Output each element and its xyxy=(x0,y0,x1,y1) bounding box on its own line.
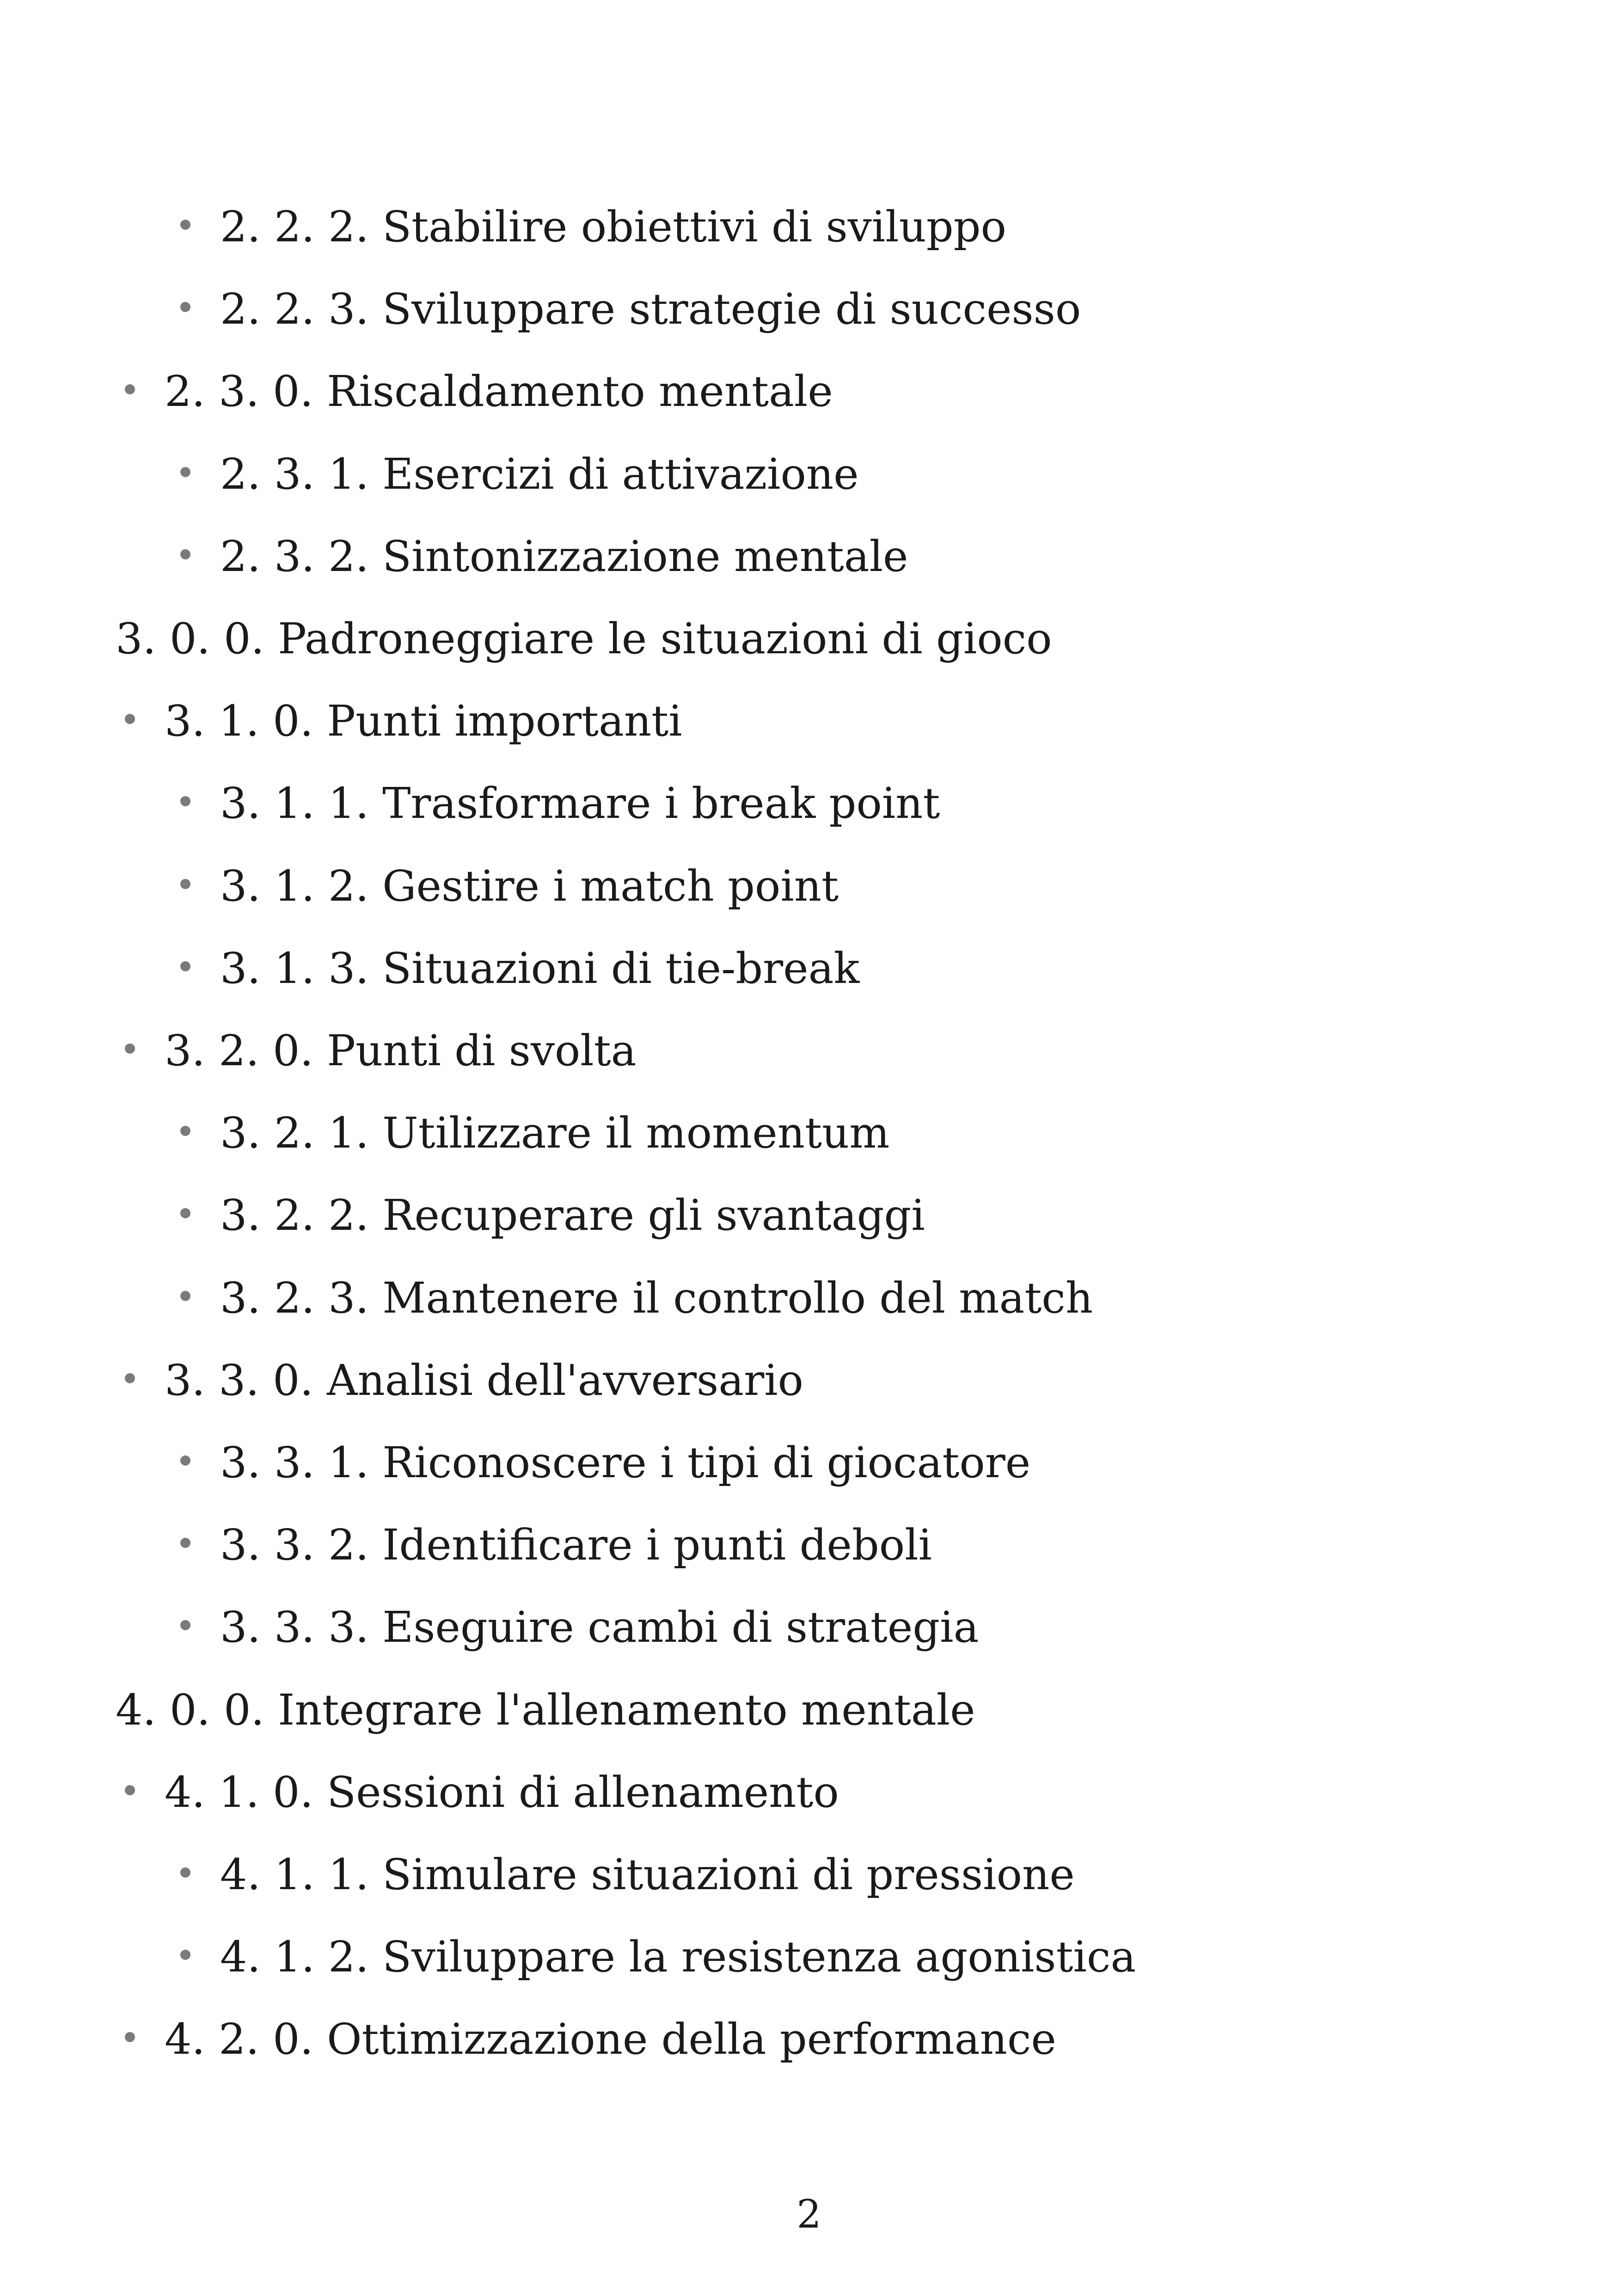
toc-entry xyxy=(125,1356,803,1405)
bullet-icon xyxy=(180,1950,190,1960)
toc-entry-label: 3. 2. 1. Utilizzare il momentum xyxy=(220,1108,890,1158)
toc-entry-label: 4. 2. 0. Ottimizzazione della performance xyxy=(165,2014,1056,2064)
toc-entry xyxy=(125,696,682,746)
toc-entry xyxy=(116,1685,975,1735)
toc-entry xyxy=(180,861,839,911)
toc-entry xyxy=(180,1108,890,1158)
bullet-icon xyxy=(125,1044,135,1054)
bullet-icon xyxy=(180,1867,190,1878)
bullet-icon xyxy=(125,2032,135,2042)
toc-entry-label: 2. 2. 2. Stabilire obiettivi di sviluppo xyxy=(220,202,1006,252)
bullet-icon xyxy=(180,1208,190,1218)
toc-entry xyxy=(180,449,859,499)
bullet-icon xyxy=(180,961,190,971)
toc-entry-label: 3. 3. 0. Analisi dell'avversario xyxy=(165,1356,803,1405)
toc-entry-label: 3. 3. 1. Riconoscere i tipi di giocatore xyxy=(220,1438,1031,1487)
toc-entry-label: 3. 1. 1. Trasformare i break point xyxy=(220,779,940,828)
toc-entry xyxy=(125,2014,1056,2064)
bullet-icon xyxy=(180,220,190,230)
bullet-icon xyxy=(180,549,190,559)
toc-entry-label: 3. 2. 0. Punti di svolta xyxy=(165,1026,637,1075)
toc-entry-label: 3. 0. 0. Padroneggiare le situazioni di gioco xyxy=(116,614,1052,663)
toc-entry-label: 2. 3. 2. Sintonizzazione mentale xyxy=(220,532,908,581)
toc-entry xyxy=(116,614,1052,663)
toc-entry xyxy=(125,1026,637,1075)
toc-entry-label: 2. 2. 3. Sviluppare strategie di successo xyxy=(220,284,1081,334)
toc-entry xyxy=(125,367,833,416)
toc-entry-label: 3. 2. 2. Recuperare gli svantaggi xyxy=(220,1191,925,1240)
toc-entry xyxy=(180,532,908,581)
toc-entry xyxy=(180,779,940,828)
bullet-icon xyxy=(125,1785,135,1795)
toc-entry xyxy=(180,1191,925,1240)
toc-entry-label: 3. 1. 0. Punti importanti xyxy=(165,696,682,746)
bullet-icon xyxy=(180,467,190,477)
bullet-icon xyxy=(180,1291,190,1301)
bullet-icon xyxy=(125,1373,135,1383)
bullet-icon xyxy=(180,1538,190,1548)
bullet-icon xyxy=(180,796,190,806)
bullet-icon xyxy=(180,1126,190,1136)
toc-entry xyxy=(180,1520,932,1570)
toc-entry xyxy=(180,944,860,993)
bullet-icon xyxy=(125,714,135,724)
toc-entry-label: 3. 3. 2. Identificare i punti deboli xyxy=(220,1520,932,1570)
toc-entry xyxy=(180,1602,979,1652)
toc-entry xyxy=(180,1932,1136,1982)
toc-entry-label: 4. 1. 1. Simulare situazioni di pressione xyxy=(220,1850,1075,1899)
toc-entry xyxy=(180,202,1006,252)
toc-entry-label: 3. 1. 2. Gestire i match point xyxy=(220,861,839,911)
toc-entry-label: 3. 1. 3. Situazioni di tie-break xyxy=(220,944,860,993)
toc-entry-label: 4. 1. 2. Sviluppare la resistenza agonistica xyxy=(220,1932,1136,1982)
toc-entry-label: 3. 3. 3. Eseguire cambi di strategia xyxy=(220,1602,979,1652)
toc-entry xyxy=(180,1850,1075,1899)
bullet-icon xyxy=(180,1620,190,1630)
toc-entry-label: 4. 0. 0. Integrare l'allenamento mentale xyxy=(116,1685,975,1735)
bullet-icon xyxy=(125,384,135,394)
toc-entry xyxy=(125,1768,839,1817)
page-number: 2 xyxy=(797,2192,821,2237)
toc-entry xyxy=(180,284,1081,334)
bullet-icon xyxy=(180,1455,190,1466)
toc-entry xyxy=(180,1438,1031,1487)
toc-entry-label: 2. 3. 1. Esercizi di attivazione xyxy=(220,449,859,499)
bullet-icon xyxy=(180,302,190,312)
toc-entry-label: 4. 1. 0. Sessioni di allenamento xyxy=(165,1768,839,1817)
toc-entry-label: 2. 3. 0. Riscaldamento mentale xyxy=(165,367,833,416)
toc-entry xyxy=(180,1273,1093,1323)
toc-entry-label: 3. 2. 3. Mantenere il controllo del match xyxy=(220,1273,1093,1323)
bullet-icon xyxy=(180,879,190,889)
